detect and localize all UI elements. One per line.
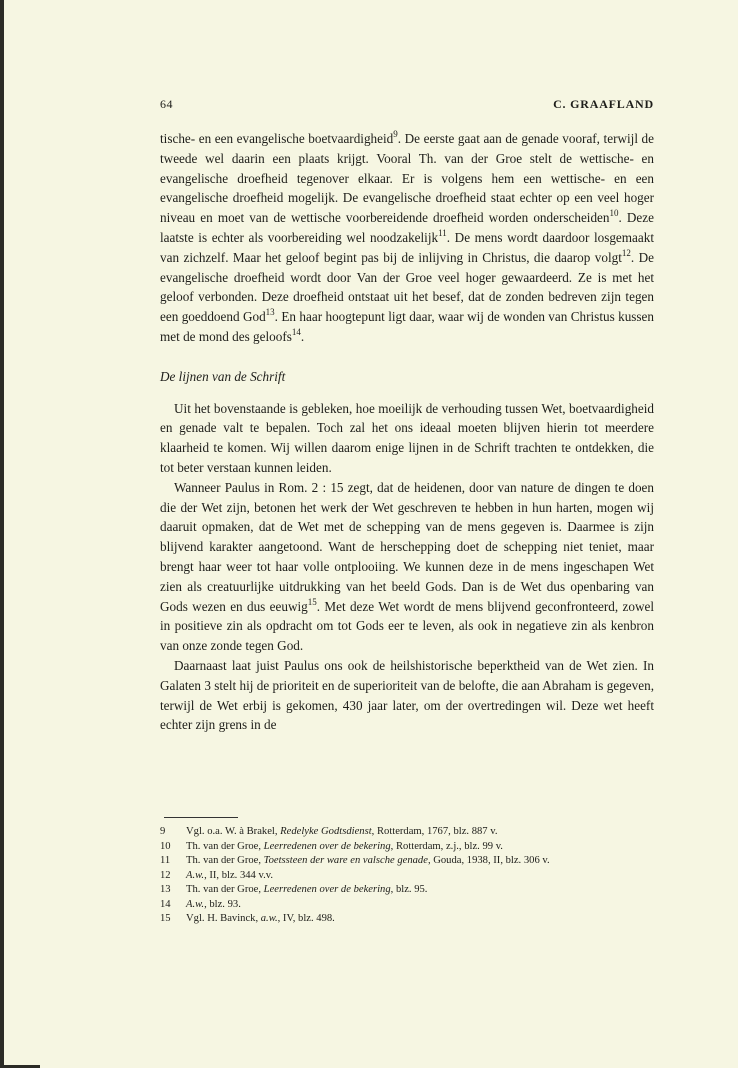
footnote-12: 12 A.w., II, blz. 344 v.v. [160, 869, 274, 881]
footnote-ref-9[interactable]: 9 [393, 129, 398, 139]
section-heading: De lijnen van de Schrift [160, 368, 286, 384]
footnote-ref-11[interactable]: 11 [438, 227, 447, 238]
footnote-11: 11 Th. van der Groe, Toetssteen der ware en valsche genade, Gouda, 1938, II, blz. 306 v. [160, 855, 550, 866]
footnote-ref-10[interactable]: 10 [609, 208, 619, 219]
footnote-9: 9 Vgl. o.a. W. à Brakel, Redelyke Godtsdienst, Rotterdam, 1767, blz. 887 v. [160, 826, 498, 837]
paragraph-4: Daarnaast laat juist Paulus ons ook de heilshistorische beperktheid van de Wet zien. In Galaten 3 stelt hij de prioriteit en de superioriteit van de belofte, die aan Abraham is gegeven, terwijl de Wet erbij is gekomen, 430 jaar later, om der overtredingen wil. Deze wet heeft echter zijn grens in de [160, 657, 654, 733]
footnote-13: 13 Th. van der Groe, Leerredenen over de bekering, blz. 95. [160, 884, 428, 895]
paragraph-3: Wanneer Paulus in Rom. 2 : 15 zegt, dat de heidenen, door van nature de dingen te doen die der Wet zijn, betonen het werk der Wet geschreven te hebben in hun harten, mogen wij daaruit opmaken, dat de Wet met de schepping van de mens gegeven is. Daarmee is zijn blijvend karakter aangetoond. Want de herschepping doet de schepping niet teniet, maar brengt haar weer tot haar volle ontplooiing. We kunnen deze in de mens ingeschapen Wet zien als creatuurlijke uitdrukking van het beeld Gods. Dan is de Wet dus openbaring van Gods wezen en dus eeuwig$^{15}$. Met deze Wet wordt de mens blijvend geconfronteerd, zowel in positieve zin als opdracht om tot Gods eer te leven, als ook in negatieve zin als kenbron van onze zonde tegen God. [160, 479, 655, 654]
scan-border-left [0, 0, 4, 1068]
footnote-15: 15 Vgl. H. Bavinck, a.w., IV, blz. 498. [160, 913, 335, 924]
footnotes [160, 825, 654, 927]
running-head-author: C. GRAAFLAND [553, 97, 654, 111]
page-number: 64 [160, 97, 173, 111]
running-header [160, 97, 654, 113]
footnote-separator [164, 817, 238, 818]
footnote-ref-12[interactable]: 12 [621, 247, 631, 258]
body-text [160, 129, 654, 735]
footnote-ref-13[interactable]: 13 [265, 307, 275, 318]
footnote-10: 10 Th. van der Groe, Leerredenen over de bekering, Rotterdam, z.j., blz. 99 v. [160, 840, 503, 852]
footnote-ref-14[interactable]: 14 [291, 326, 301, 337]
footnote-ref-15[interactable]: 15 [307, 596, 317, 607]
paragraph-2: Uit het bovenstaande is gebleken, hoe moeilijk de verhouding tussen Wet, boetvaardigheid en genade valt te bepalen. Toch zal het ons ideaal moeten blijven hierin tot meerdere klaarheid te komen. Wij willen daarom enige lijnen in de Schrift trachten te ontdekken, die tot beter verstaan kunnen leiden. [160, 400, 654, 475]
paragraph-1: tische- en een evangelische boetvaardigheid$^9$. De eerste gaat aan de genade vooraf, terwijl de tweede wel daarin een plaats krijgt. Vooral Th. van der Groe stelt de wettische- en evangelische droefheid tegenover elkaar. Er is volgens hem een wettische- en een evangelische droefheid mogelijk. De evangelische droefheid staat echter op een veel hoger niveau en moet van de wettische voorbereidende droefheid worden onderscheiden$^{10}$. Deze laatste is echter als voorbereiding wel noodzakelijk$^{11}$. De mens wordt daardoor losgemaakt van zichzelf. Maar het geloof begint pas bij de inlijving in Christus, die daarop volgt$^{12}$. De evangelische droefheid wordt door Van der Groe veel hoger gewaardeerd. Ze is met het geloof verbonden. Deze droefheid ontstaat uit het besef, dat de zonden bedreven zijn tegen een goeddoend God$^{13}$. En haar hoogtepunt ligt daar, waar wij de wonden van Christus kussen met de mond des geloofs$^{14}$. [160, 129, 655, 344]
footnote-14: 14 A.w., blz. 93. [160, 898, 241, 910]
